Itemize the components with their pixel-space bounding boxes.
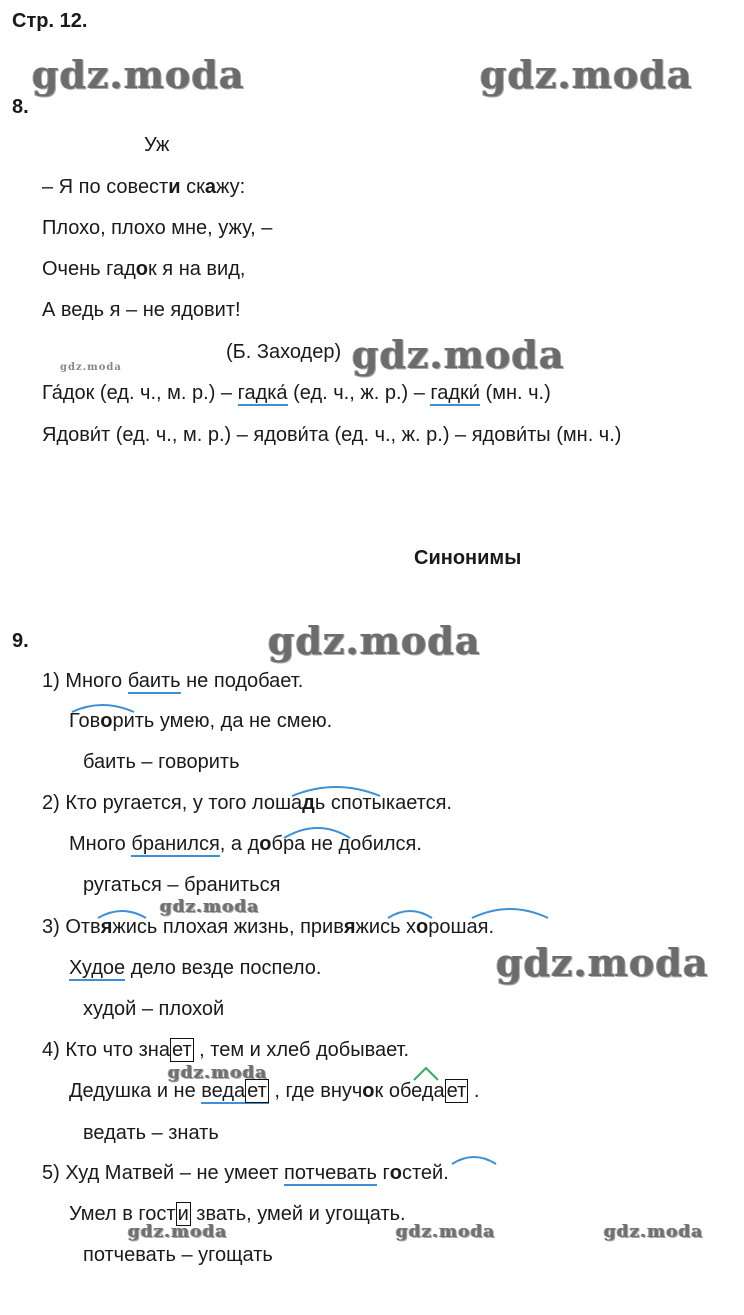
root-arc (292, 787, 380, 796)
underlined-word: гадка́ (237, 382, 288, 404)
root-arc (72, 705, 134, 712)
watermark: gdz.moda (60, 362, 122, 373)
watermark: gdz.moda (168, 1063, 268, 1083)
watermark: gdz.moda (32, 52, 245, 97)
proverb-line: Много бранился, а добра не добился. (69, 833, 422, 855)
poem-line: – Я по совести скажу: (42, 176, 246, 198)
synonym-pair: худой – плохой (83, 998, 225, 1020)
synonym-pair: баить – говорить (83, 751, 240, 773)
poem-line: Плохо, плохо мне, ужу, – (42, 217, 273, 239)
underlined-word: веда ет (201, 1080, 267, 1102)
watermark: gdz.moda (396, 1222, 496, 1242)
synonym-pair: ведать – знать (83, 1122, 219, 1144)
word-forms-line: Га́док (ед. ч., м. р.) – гадка́ (ед. ч., ж. р.) – гадки́ (мн. ч.) (42, 382, 551, 404)
root-arc (98, 911, 146, 918)
underlined-word: потчевать (284, 1162, 377, 1184)
underlined-word: баить (127, 670, 181, 692)
section-title: Синонимы (414, 547, 522, 569)
proverb-line: Худое дело везде поспело. (69, 957, 322, 979)
watermark: gdz.moda (496, 940, 709, 985)
root-arc (388, 911, 432, 918)
synonym-pair: ругаться – браниться (83, 874, 281, 896)
proverb-line: Говорить умею, да не смею. (69, 710, 333, 732)
poem-line: А ведь я – не ядовит! (42, 299, 241, 321)
watermark: gdz.moda (604, 1222, 704, 1242)
underlined-word: гадки́ (430, 382, 480, 404)
ending-box: и (177, 1203, 189, 1225)
proverb-line: 4) Кто что зна ет , тем и хлеб добывает. (42, 1039, 410, 1061)
proverb-line: Умел в гост и звать, умей и угощать. (69, 1203, 406, 1225)
underlined-word: Худое (69, 957, 126, 979)
proverb-line: 3) Отвяжись плохая жизнь, привяжись хорошая. (42, 916, 495, 938)
proverb-line: 1) Много баить не подобает. (42, 670, 304, 692)
watermark: gdz.moda (128, 1222, 228, 1242)
root-arc (472, 909, 548, 918)
suffix-mark (414, 1068, 438, 1080)
underlined-word: бранился (131, 833, 220, 855)
proverb-line: 5) Худ Матвей – не умеет потчевать гостей. (42, 1162, 449, 1184)
poem-author: (Б. Заходер) (226, 341, 342, 363)
watermark: gdz.moda (352, 332, 565, 377)
task-number: 8. (12, 96, 29, 118)
ending-box: ет (247, 1080, 267, 1102)
watermark: gdz.moda (268, 618, 481, 663)
poem-title: Уж (144, 134, 170, 156)
page-label: Стр. 12. (12, 10, 88, 32)
ending-box: ет (446, 1080, 467, 1102)
proverb-line: Дедушка и не веда ет , где внучок обеда ет . (69, 1080, 480, 1102)
watermark: gdz.moda (160, 897, 260, 917)
ending-box: ет (171, 1039, 192, 1061)
root-arc (452, 1157, 496, 1164)
proverb-line: 2) Кто ругается, у того лошадь спотыкается. (42, 792, 452, 814)
task-number: 9. (12, 630, 29, 652)
word-forms-line: Ядови́т (ед. ч., м. р.) – ядови́та (ед. ч., ж. р.) – ядови́ты (мн. ч.) (42, 424, 622, 446)
root-arc (284, 828, 350, 838)
synonym-pair: потчевать – угощать (83, 1244, 273, 1266)
watermark: gdz.moda (480, 52, 693, 97)
poem-line: Очень гадок я на вид, (42, 258, 246, 280)
